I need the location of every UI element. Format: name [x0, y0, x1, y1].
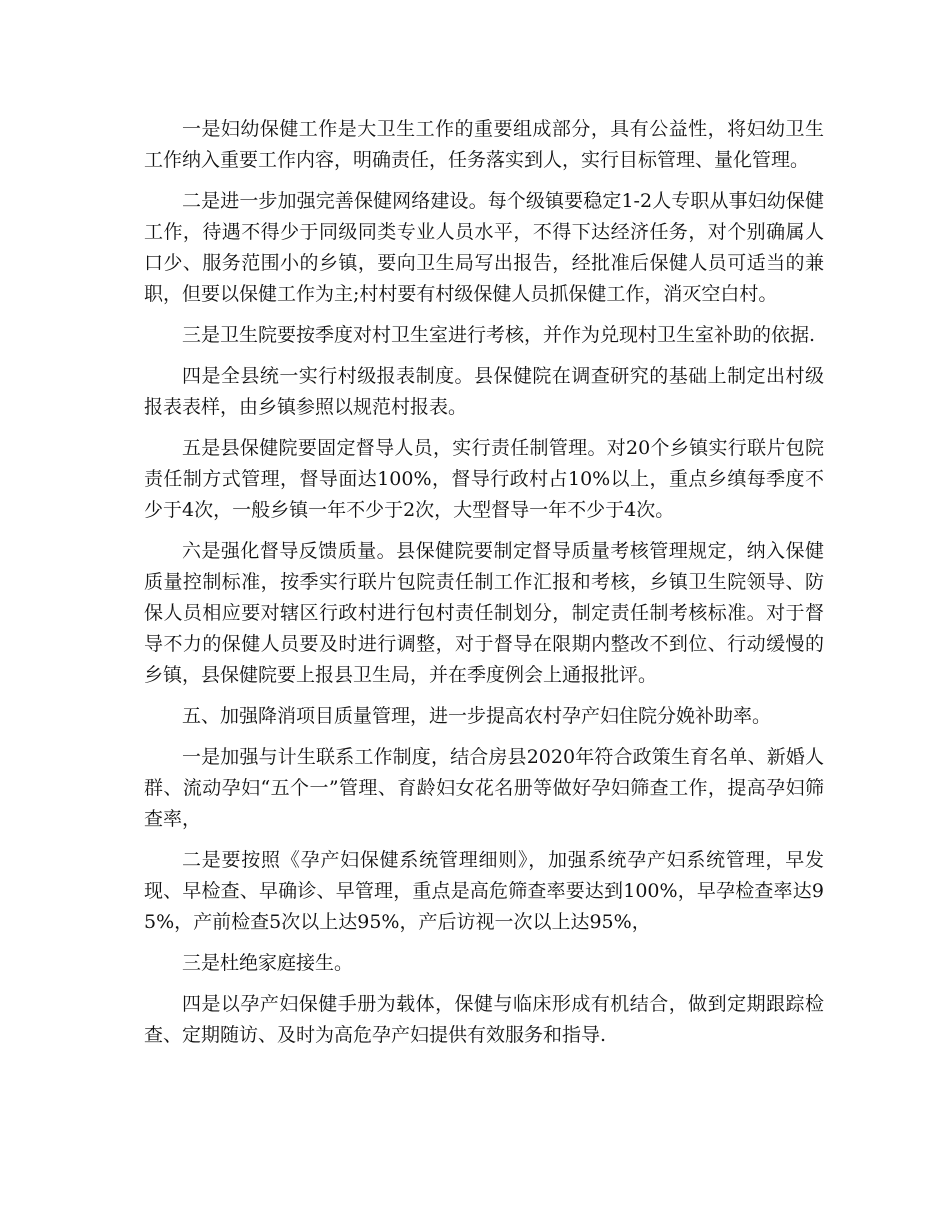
paragraph: 二是进一步加强完善保健网络建设。每个级镇要稳定1-2人专职从事妇幼保健工作，待遇不得少于同级同类专业人员水平，不得下达经济任务，对个别确属人口少、服务范围小的乡镇，要向卫生局写出报告，经批准后保健人员可适当的兼职，但要以保健工作为主;村村要有村级保健人员抓保健工作，消灭空白村。: [144, 190, 824, 305]
paragraph: 二是要按照《孕产妇保健系统管理细则》，加强系统孕产妇系统管理，早发现、早检查、早确诊、早管理，重点是高危筛查率要达到100%，早孕检查率达95%，产前检查5次以上达95%，产后访视一次以上达95%，: [144, 849, 824, 933]
paragraph: 一是加强与计生联系工作制度，结合房县2020年符合政策生育名单、新婚人群、流动孕妇“五个一”管理、育龄妇女花名册等做好孕妇筛查工作，提高孕妇筛查率，: [144, 746, 824, 830]
section-heading: 五、加强降消项目质量管理，进一步提高农村孕产妇住院分娩补助率。: [182, 705, 772, 727]
paragraph: 四是全县统一实行村级报表制度。县保健院在调查研究的基础上制定出村级报表表样，由乡镇参照以规范村报表。: [144, 365, 824, 418]
paragraph: 三是杜绝家庭接生。: [182, 952, 354, 974]
document-body: [144, 114, 824, 1061]
paragraph: 四是以孕产妇保健手册为载体，保健与临床形成有机结合，做到定期跟踪检查、定期随访、及时为高危孕产妇提供有效服务和指导.: [144, 993, 824, 1046]
paragraph: 六是强化督导反馈质量。县保健院要制定督导质量考核管理规定，纳入保健质量控制标准，按季实行联片包院责任制工作汇报和考核，乡镇卫生院领导、防保人员相应要对辖区行政村进行包村责任制划分，制定责任制考核标准。对于督导不力的保健人员要及时进行调整，对于督导在限期内整改不到位、行动缓慢的乡镇，县保健院要上报县卫生局，并在季度例会上通报批评。: [144, 540, 824, 686]
paragraph: 一是妇幼保健工作是大卫生工作的重要组成部分，具有公益性，将妇幼卫生工作纳入重要工作内容，明确责任，任务落实到人，实行目标管理、量化管理。: [144, 118, 824, 171]
paragraph: 五是县保健院要固定督导人员，实行责任制管理。对20个乡镇实行联片包院责任制方式管理，督导面达100%，督导行政村占10%以上，重点乡缜每季度不少于4次，一般乡镇一年不少于2次，大型督导一年不少于4次。: [144, 437, 824, 521]
paragraph: 三是卫生院要按季度对村卫生室进行考核，并作为兑现村卫生室补助的依据.: [182, 324, 816, 346]
